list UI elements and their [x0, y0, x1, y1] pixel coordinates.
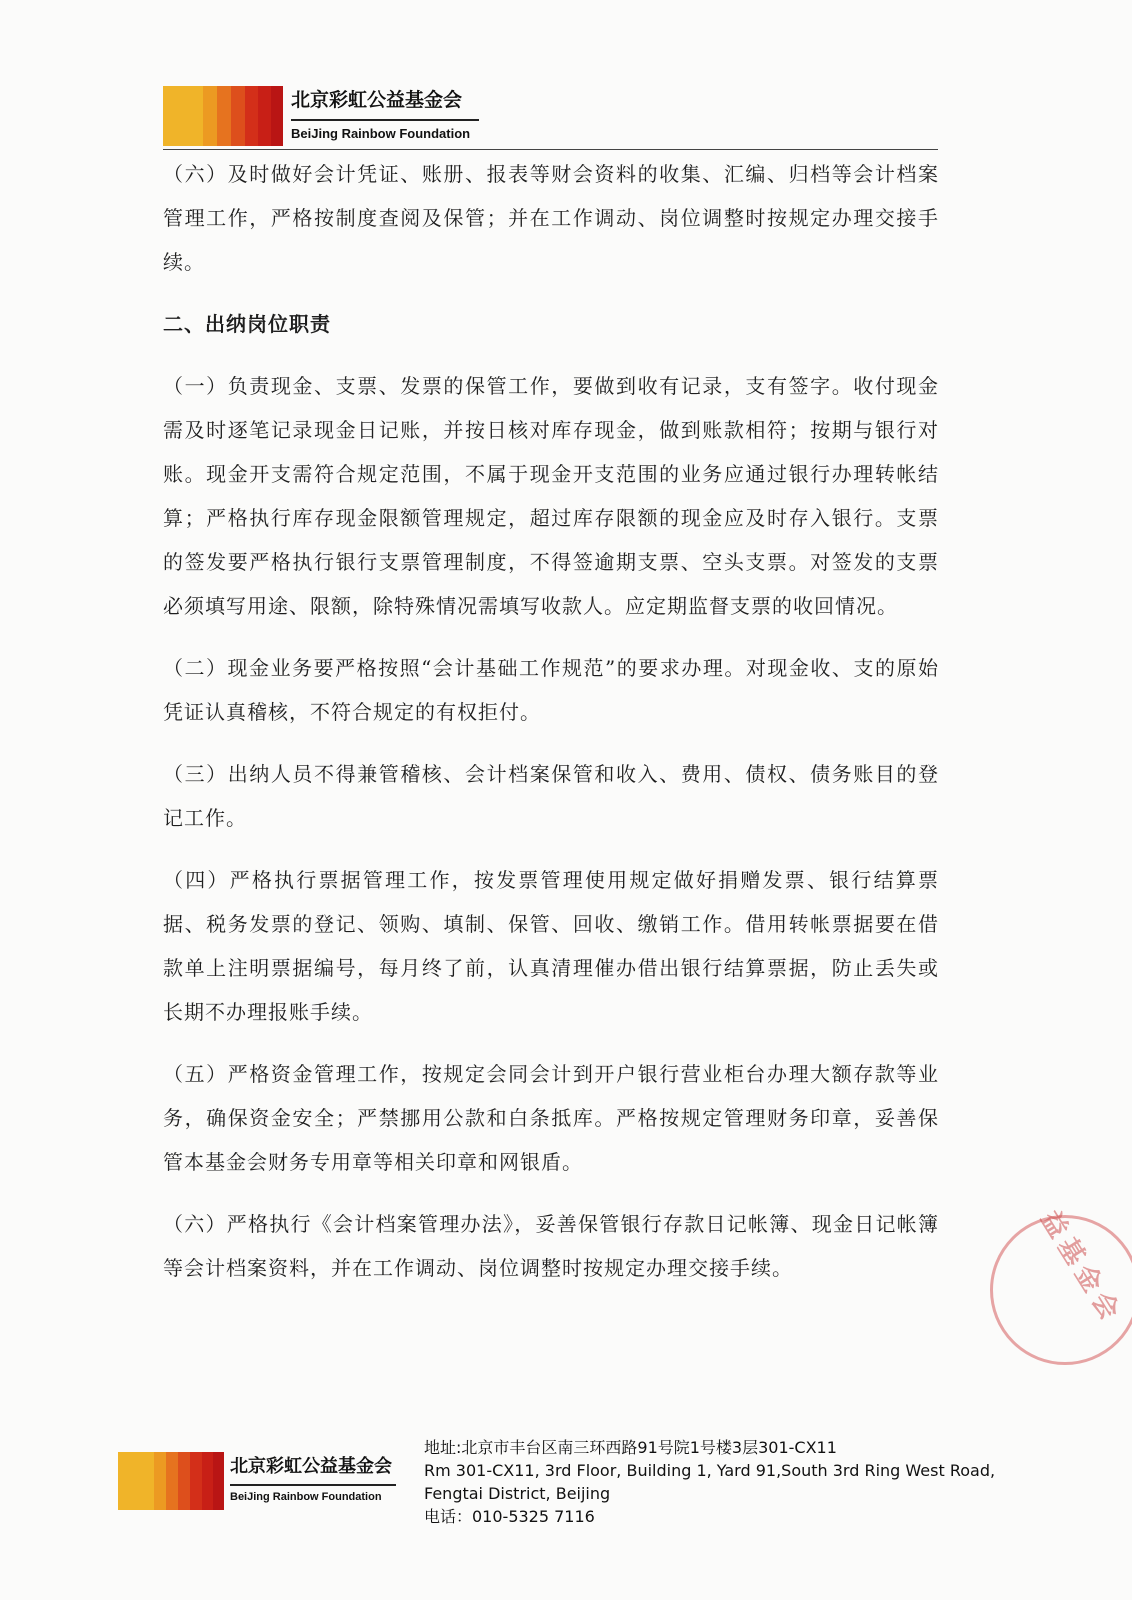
footer-logo-rule	[230, 1484, 396, 1486]
paragraph-4: （四）严格执行票据管理工作，按发票管理使用规定做好捐赠发票、银行结算票据、税务发票的登记、领购、填制、保管、回收、缴销工作。借用转帐票据要在借款单上注明票据编号，每月终了前，认真清理催办借出银行结算票据，防止丢失或长期不办理报账手续。	[163, 868, 939, 1024]
header-logo	[163, 86, 479, 146]
header-logo-rule	[291, 119, 479, 121]
paragraph-1: （一）负责现金、支票、发票的保管工作，要做到收有记录，支有签字。收付现金需及时逐笔记录现金日记账，并按日核对库存现金，做到账款相符；按期与银行对账。现金开支需符合规定范围，不属于现金开支范围的业务应通过银行办理转帐结算；严格执行库存现金限额管理规定，超过库存限额的现金应及时存入银行。支票的签发要严格执行银行支票管理制度，不得签逾期支票、空头支票。对签发的支票必须填写用途、限额，除特殊情况需填写收款人。应定期监督支票的收回情况。	[163, 374, 939, 618]
official-seal-stamp	[990, 1205, 1132, 1365]
rainbow-bars-logo	[118, 1452, 224, 1510]
document-body	[163, 152, 939, 1290]
paragraph-continued-6: （六）及时做好会计凭证、账册、报表等财会资料的收集、汇编、归档等会计档案管理工作，严格按制度查阅及保管；并在工作调动、岗位调整时按规定办理交接手续。	[163, 162, 939, 274]
footer-contact-info	[424, 1436, 1044, 1528]
paragraph-3: （三）出纳人员不得兼管稽核、会计档案保管和收入、费用、债权、债务账目的登记工作。	[163, 762, 939, 830]
section-heading: 二、出纳岗位职责	[163, 312, 331, 336]
header-logo-en: BeiJing Rainbow Foundation	[291, 126, 471, 141]
footer-logo-cn: 北京彩虹公益基金会	[230, 1456, 392, 1477]
paragraph-2: （二）现金业务要严格按照“会计基础工作规范”的要求办理。对现金收、支的原始凭证认真稽核，不符合规定的有权拒付。	[163, 656, 939, 724]
header-divider	[163, 149, 938, 150]
seal-text: 益基金会	[1034, 1205, 1128, 1331]
footer-logo-en: BeiJing Rainbow Foundation	[230, 1491, 382, 1503]
rainbow-bars-logo	[163, 86, 283, 146]
footer-address-cn: 地址:北京市丰台区南三环西路91号院1号楼3层301-CX11	[424, 1438, 837, 1457]
header-logo-names	[291, 86, 479, 141]
footer-phone: 电话：010-5325 7116	[424, 1507, 595, 1526]
paragraph-5: （五）严格资金管理工作，按规定会同会计到开户银行营业柜台办理大额存款等业务，确保资金安全；严禁挪用公款和白条抵库。严格按规定管理财务印章，妥善保管本基金会财务专用章等相关印章和网银盾。	[163, 1062, 939, 1174]
footer-address-en-line1: Rm 301-CX11, 3rd Floor, Building 1, Yard 91,South 3rd Ring West Road,	[424, 1461, 996, 1480]
footer-address-en-line2: Fengtai District, Beijing	[424, 1484, 611, 1503]
footer-logo	[118, 1452, 396, 1510]
header-logo-cn: 北京彩虹公益基金会	[291, 89, 463, 111]
paragraph-6: （六）严格执行《会计档案管理办法》，妥善保管银行存款日记帐簿、现金日记帐簿等会计档案资料，并在工作调动、岗位调整时按规定办理交接手续。	[163, 1212, 939, 1280]
footer-logo-names	[230, 1452, 396, 1504]
